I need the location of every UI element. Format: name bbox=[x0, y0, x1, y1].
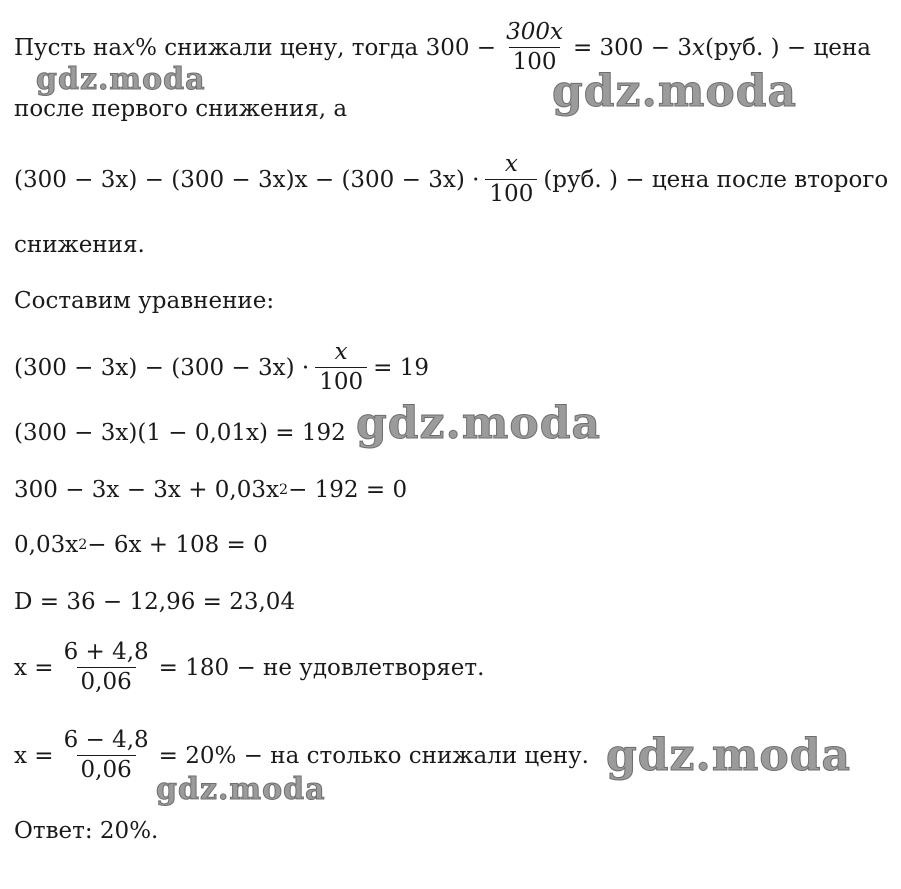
solution-line-7 bbox=[14, 420, 346, 446]
text: (300 − 3x) − (300 − 3x) · bbox=[14, 354, 310, 381]
text: x = bbox=[14, 742, 54, 769]
text: − 192 = 0 bbox=[288, 477, 408, 503]
variable: x bbox=[691, 34, 705, 61]
text: = 180 − не удовлетворяет. bbox=[158, 654, 485, 681]
solution-line-11 bbox=[14, 640, 484, 696]
fraction bbox=[485, 152, 537, 208]
fraction-denominator: 0,06 bbox=[77, 667, 136, 695]
text: (руб. ) − цена bbox=[704, 34, 871, 61]
text: x = bbox=[14, 654, 54, 681]
solution-line-6 bbox=[14, 340, 429, 396]
fraction-numerator: x bbox=[334, 339, 348, 365]
watermark-logo: gdz.moda bbox=[356, 398, 602, 449]
watermark-logo: gdz.moda bbox=[156, 772, 326, 807]
fraction-numerator: 300x bbox=[506, 19, 563, 45]
fraction-denominator: 0,06 bbox=[77, 755, 136, 783]
fraction-denominator: 100 bbox=[509, 47, 561, 75]
fraction bbox=[60, 728, 153, 784]
solution-line-3 bbox=[14, 152, 888, 208]
text: D = 36 − 12,96 = 23,04 bbox=[14, 589, 296, 615]
fraction bbox=[315, 340, 367, 396]
watermark-logo: gdz.moda bbox=[36, 62, 206, 97]
solution-line-8: 300 − 3x − 3x + 0,03x 2 − 192 = 0 bbox=[14, 477, 408, 503]
solution-line-13 bbox=[14, 818, 158, 844]
solution-line-1 bbox=[14, 20, 871, 76]
fraction-denominator: 100 bbox=[485, 179, 537, 207]
solution-line-12 bbox=[14, 728, 589, 784]
fraction-numerator: 6 − 4,8 bbox=[63, 727, 149, 753]
text: после первого снижения, а bbox=[14, 96, 348, 122]
text: = 300 − 3 bbox=[572, 34, 692, 61]
text: снижения. bbox=[14, 232, 145, 258]
text: % снижали цену, тогда 300 − bbox=[135, 34, 497, 61]
solution-line-5 bbox=[14, 288, 274, 314]
text: Ответ: 20%. bbox=[14, 818, 159, 844]
watermark-logo: gdz.moda bbox=[606, 730, 852, 781]
text: − 6x + 108 = 0 bbox=[87, 532, 268, 558]
variable: x bbox=[122, 34, 136, 61]
watermark-logo: gdz.moda bbox=[552, 66, 798, 117]
fraction bbox=[502, 20, 567, 76]
fraction bbox=[60, 640, 153, 696]
fraction-numerator: 6 + 4,8 bbox=[63, 639, 149, 665]
fraction-denominator: 100 bbox=[315, 367, 367, 395]
text: 0,03x bbox=[14, 532, 79, 558]
solution-line-10 bbox=[14, 589, 295, 615]
solution-line-4 bbox=[14, 232, 145, 258]
text: (300 − 3x)(1 − 0,01x) = 192 bbox=[14, 420, 346, 446]
text: Пусть на bbox=[14, 34, 123, 61]
solution-line-9: 0,03x 2 − 6x + 108 = 0 bbox=[14, 532, 268, 558]
solution-line-2 bbox=[14, 96, 347, 122]
text: (руб. ) − цена после второго bbox=[543, 166, 889, 193]
text: Составим уравнение: bbox=[14, 288, 275, 314]
text: = 20% − на столько снижали цену. bbox=[158, 742, 589, 769]
text: = 19 bbox=[373, 354, 429, 381]
fraction-numerator: x bbox=[504, 151, 518, 177]
text: (300 − 3x) − (300 − 3x)x − (300 − 3x) · bbox=[14, 166, 480, 193]
text: 300 − 3x − 3x + 0,03x bbox=[14, 477, 279, 503]
